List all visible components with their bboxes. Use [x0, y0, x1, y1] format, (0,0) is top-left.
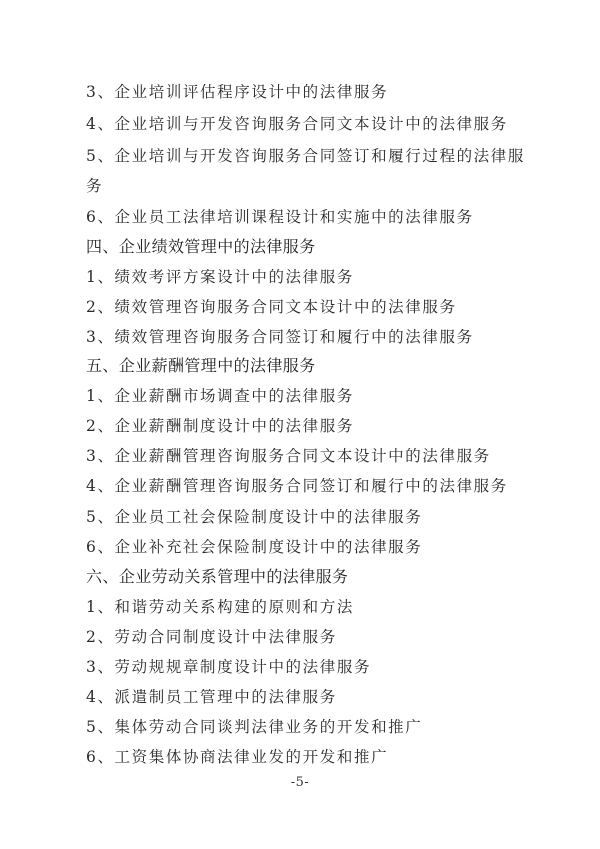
- list-item: 3、劳动规规章制度设计中的法律服务: [86, 658, 372, 676]
- list-item: 2、劳动合同制度设计中法律服务: [86, 628, 337, 646]
- section-heading: 四、企业绩效管理中的法律服务: [86, 237, 316, 256]
- page-number: -5-: [290, 775, 310, 790]
- list-item: 2、绩效管理咨询服务合同文本设计中的法律服务: [86, 298, 457, 316]
- list-item: 3、企业薪酬管理咨询服务合同文本设计中的法律服务: [86, 447, 491, 465]
- list-item: 1、企业薪酬市场调查中的法律服务: [86, 387, 354, 405]
- list-item: 1、和谐劳动关系构建的原则和方法: [86, 598, 354, 616]
- section-heading: 五、企业薪酬管理中的法律服务: [86, 356, 316, 375]
- list-item: 1、绩效考评方案设计中的法律服务: [86, 268, 354, 286]
- list-item: 4、派遣制员工管理中的法律服务: [86, 688, 337, 706]
- list-item: 5、集体劳动合同谈判法律业务的开发和推广: [86, 718, 423, 736]
- list-item: 2、企业薪酬制度设计中的法律服务: [86, 417, 354, 435]
- list-item: 6、企业员工法律培训课程设计和实施中的法律服务: [86, 208, 474, 226]
- list-item: 6、工资集体协商法律业发的开发和推广: [86, 748, 389, 766]
- list-item: 3、绩效管理咨询服务合同签订和履行中的法律服务: [86, 328, 474, 346]
- list-item-continuation: 务: [86, 177, 104, 195]
- list-item: 4、企业薪酬管理咨询服务合同签订和履行中的法律服务: [86, 477, 508, 495]
- list-item: 5、企业员工社会保险制度设计中的法律服务: [86, 508, 423, 526]
- list-item: 3、企业培训评估程序设计中的法律服务: [86, 83, 389, 101]
- list-item: 5、企业培训与开发咨询服务合同签订和履行过程的法律服: [86, 147, 525, 165]
- section-heading: 六、企业劳动关系管理中的法律服务: [86, 567, 349, 586]
- list-item: 4、企业培训与开发咨询服务合同文本设计中的法律服务: [86, 115, 508, 133]
- list-item: 6、企业补充社会保险制度设计中的法律服务: [86, 538, 423, 556]
